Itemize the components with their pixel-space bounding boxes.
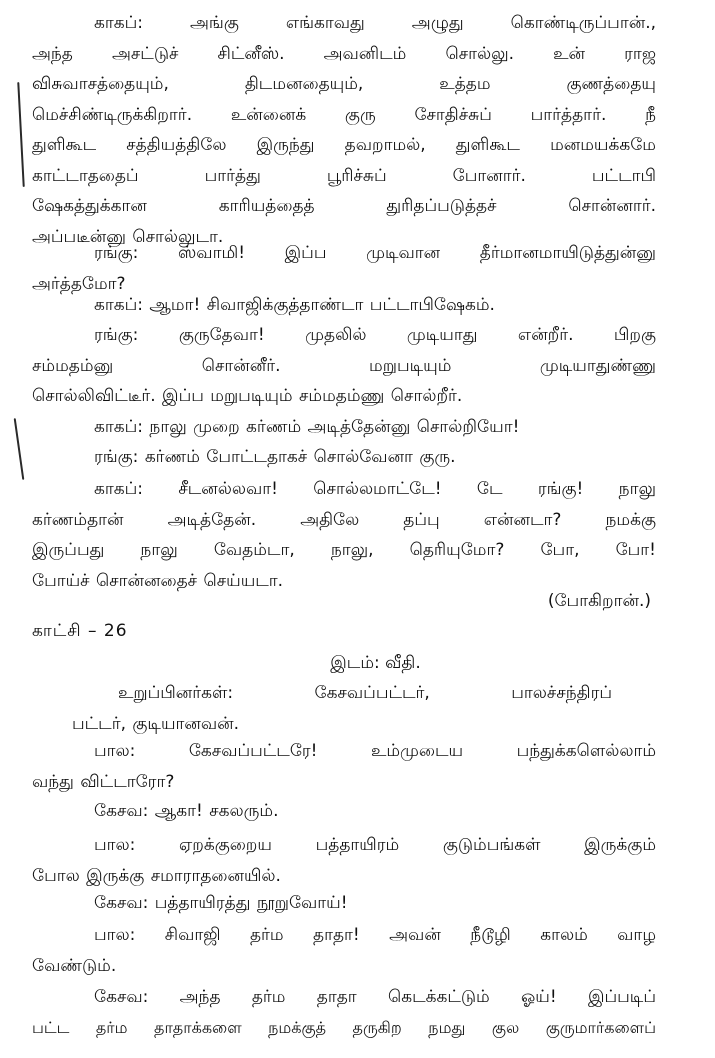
text-line: இருப்பது நாலு வேதம்டா, நாலு, தெரியுமோ? போ, போ! [32,540,656,560]
dialogue-kakap-2 [32,290,656,321]
text-line: ரங்கு: ஸ்வாமி! இப்ப முடிவான தீர்மானமாயிடுத்துன்னு [94,243,656,263]
text-line: காகப்: அங்கு எங்காவது அழுது கொண்டிருப்பான்., [94,13,656,33]
dialogue-kesava-2 [32,888,656,919]
text-line: உறுப்பினர்கள்: கேசவப்பட்டர், பாலச்சந்திரப் [118,683,612,703]
dialogue-rangu-2 [32,320,656,412]
dialogue-kesava-3 [32,982,656,1043]
text-line: கேசவ: பத்தாயிரத்து நூறுவோய்! [94,893,348,913]
margin-mark-bottom [14,418,25,480]
text-line: பால: கேசவப்பட்டரே! உம்முடைய பந்துக்களெல்லாம் [94,741,656,761]
dialogue-bala-2 [32,830,656,891]
text-line: காகப்: சீடனல்லவா! சொல்லமாட்டே! டே ரங்கு! நாலு [94,479,656,499]
text-line: மெச்சிண்டிருக்கிறார். உன்னைக் குரு சோதிச்சுப் பார்த்தார். நீ [32,104,656,125]
text-line: விசுவாசத்தையும், திடமனதையும், உத்தம குணத்தையு [32,74,656,94]
text-line: பால: ஏறக்குறைய பத்தாயிரம் குடும்பங்கள் இருக்கும் [94,835,656,855]
text-line: ரங்கு: கர்ணம் போட்டதாகச் சொல்வேனா குரு. [94,447,456,467]
stage-direction: (போகிறான்.) [547,591,651,611]
text-line: சொல்லிவிட்டீர். இப்ப மறுபடியும் சம்மதம்ணு சொல்றீர். [32,386,463,406]
text-line: வந்து விட்டாரோ? [32,771,175,792]
scene-location: இடம்: வீதி. [330,653,421,673]
text-line: ரங்கு: குருதேவா! முதலில் முடியாது என்றீர். பிறகு [94,325,656,345]
dialogue-bala-1 [32,736,656,797]
dialogue-kesava-1 [32,796,656,827]
text-line: போய்ச் சொன்னதைச் செய்யடா. [32,570,284,591]
text-line: அப்படீன்னு சொல்லுடா. [32,226,224,247]
margin-mark-top [17,82,24,187]
text-line: பட்டர், குடியானவன். [72,713,240,734]
scene-members [72,678,612,739]
text-line: கர்ணம்தான் அடித்தேன். அதிலே தப்பு என்னடா? நமக்கு [32,509,656,530]
text-line: கேசவ: அந்த தர்ம தாதா கெடக்கட்டும் ஓய்! இப்படிப் [94,987,656,1007]
text-line: துளிகூட சத்தியத்திலே இருந்து தவறாமல், துளிகூட மனமயக்கமே [32,135,656,155]
dialogue-bala-3 [32,920,656,981]
dialogue-kakap-1 [32,8,656,252]
text-line: வேண்டும். [32,955,117,976]
dialogue-kakap-3 [32,412,656,443]
text-line: பட்ட தர்ம தாதாக்களை நமக்குத் தருகிற நமது குல குருமார்களைப் [32,1017,656,1037]
text-line: காட்டாததைப் பார்த்து பூரிச்சுப் போனார். பட்டாபி [32,165,656,186]
dialogue-rangu-3 [32,442,656,473]
scene-heading: காட்சி – 26 [32,621,128,641]
text-line: பால: சிவாஜி தர்ம தாதா! அவன் நீடூழி காலம் வாழ [94,925,656,945]
text-line: கேசவ: ஆகா! சகலரும். [94,801,279,821]
text-line: போல இருக்கு சமாராதனையில். [32,865,281,886]
text-line: சம்மதம்னு சொன்னீர். மறுபடியும் முடியாதுண்ணு [32,355,656,376]
dialogue-kakap-4 [32,474,656,596]
text-line: அந்த அசட்டுச் சிட்னீஸ். அவனிடம் சொல்லு. உன் ராஜ [32,43,656,64]
text-line: ஷேகத்துக்கான காரியத்தைத் துரிதப்படுத்தச் சொன்னார். [32,196,656,216]
text-line: காகப்: ஆமா! சிவாஜிக்குத்தாண்டா பட்டாபிஷேகம். [94,295,495,315]
text-line: காகப்: நாலு முறை கர்ணம் அடித்தேன்னு சொல்றியோ! [94,417,520,437]
text-line: அர்த்தமோ? [32,273,126,294]
